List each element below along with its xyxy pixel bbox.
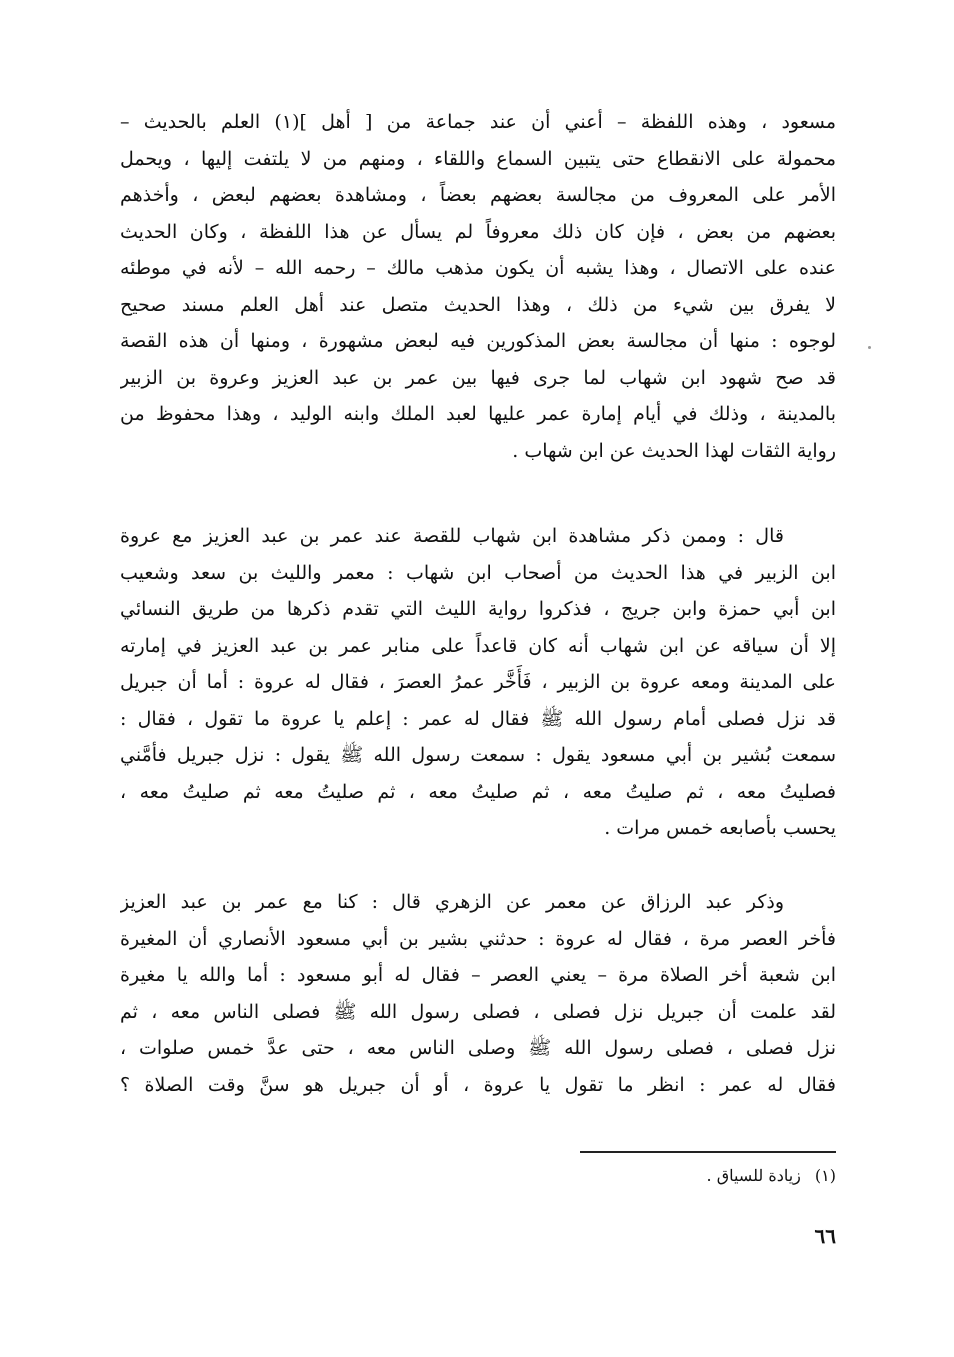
text-line: مسعود ، وهذه اللفظة – أعني أن عند جماعة من [ أهل ](١) العلم بالحديث – bbox=[120, 111, 836, 133]
text-line: لوجوه : منها أن مجالسة بعض المذكورين فيه لبعض مشهورة ، ومنها أن هذه القصة bbox=[120, 330, 836, 352]
paragraph-3 bbox=[120, 884, 836, 1103]
text-line: محمولة على الانقطاع حتى يتبين السماع واللقاء ، ومنهم من لا يلتفت إليها ، ويحمل bbox=[120, 147, 836, 170]
text-line: إلا أن سياقه عن ابن شهاب أنه كان قاعداً على منابر عمر بن عبد العزيز في إمارته bbox=[120, 634, 836, 657]
text-line: قال : وممن ذكر مشاهدة ابن شهاب للقصة عند عمر بن عبد العزيز مع عروة bbox=[120, 525, 784, 547]
text-line: ابن أبي حمزة وابن جريج ، فذكروا رواية الليث التي تقدم ذكرها من طريق النسائي bbox=[120, 598, 836, 620]
text-line: ابن شعبة أخر الصلاة مرة – يعني العصر – فقال له أبو مسعود : أما والله يا مغيرة bbox=[120, 964, 836, 986]
page-number: ٦٦ bbox=[814, 1224, 836, 1248]
text-line: على المدينة ومعه عروة بن الزبير ، فَأَخَّر عمرُ العصرَ ، فقال له عروة : أما أن جبريل bbox=[120, 671, 836, 693]
text-line: ابن الزبير في هذا الحديث من أصحاب ابن شهاب : معمر والليث بن سعد وشعيب bbox=[120, 561, 836, 584]
text-line: عنده على الاتصال ، وهذا يشبه أن يكون مذهب مالك – رحمه الله – لأنه في موطئه bbox=[120, 257, 836, 279]
text-line: لا يفرق بين شيء من ذلك ، وهذا الحديث متصل عند أهل العلم مسند صحيح bbox=[120, 293, 836, 316]
footnote-divider bbox=[580, 1151, 836, 1153]
footnote bbox=[500, 1164, 836, 1188]
text-line: بالمدينة ، وذلك في أيام إمارة عمر عليها لعبد الملك وابنه الوليد ، وهذا محفوظ من bbox=[120, 403, 836, 425]
text-line: قد صح شهود ابن شهاب لما جرى فيها بين عمر بن عبد العزيز وعروة بن الزبير bbox=[120, 366, 836, 389]
text-line: نزل فصلى ، فصلى رسول الله ﷺ وصلى الناس معه ، حتى عدَّ خمس صلوات ، bbox=[120, 1037, 836, 1059]
text-line: الأمر على المعروف من مجالسة بعضهم بعضاً ، ومشاهدة بعضهم لبعض ، وأخذهم bbox=[120, 184, 836, 206]
text-line: بعضهم من بعض ، فإن كان ذلك معروفاً لم يسأل عن هذا اللفظة ، وكان الحديث bbox=[120, 220, 836, 243]
paragraph-1 bbox=[120, 104, 836, 469]
text-line: قد نزل فصلى أمام رسول الله ﷺ فقال له عمر : إعلم يا عروة ما تقول ، فقال : bbox=[120, 707, 836, 730]
text-line: فقال له عمر : انظر ما تقول يا عروة ، أو أن جبريل هو سنَّ وقت الصلاة ؟ bbox=[120, 1073, 836, 1096]
text-line: رواية الثقات لهذا الحديث عن ابن شهاب . bbox=[512, 439, 836, 462]
text-line: لقد علمت أن جبريل نزل فصلى ، فصلى رسول الله ﷺ فصلى الناس معه ، ثم bbox=[120, 1000, 836, 1023]
text-line: سمعت بُشير بن أبي مسعود يقول : سمعت رسول الله ﷺ يقول : نزل جبريل فأمَّني bbox=[120, 744, 836, 766]
text-line: وذكر عبد الرزاق عن معمر عن الزهري قال : كنا مع عمر بن عبد العزيز bbox=[120, 891, 784, 913]
margin-dot bbox=[868, 346, 871, 349]
footnote-text: زيادة للسياق . bbox=[706, 1166, 801, 1185]
text-line: يحسب بأصابعه خمس مرات . bbox=[604, 817, 836, 839]
paragraph-2 bbox=[120, 518, 836, 847]
text-line: فصليتُ معه ، ثم صليتُ معه ، ثم صليتُ معه ، ثم صليتُ معه ثم صليتُ معه ، bbox=[120, 780, 836, 803]
text-line: فأخر العصر مرة ، فقال له عروة : حدثني بشير بن أبي مسعود الأنصاري أن المغيرة bbox=[120, 927, 836, 950]
footnote-number: (١) bbox=[814, 1166, 836, 1185]
